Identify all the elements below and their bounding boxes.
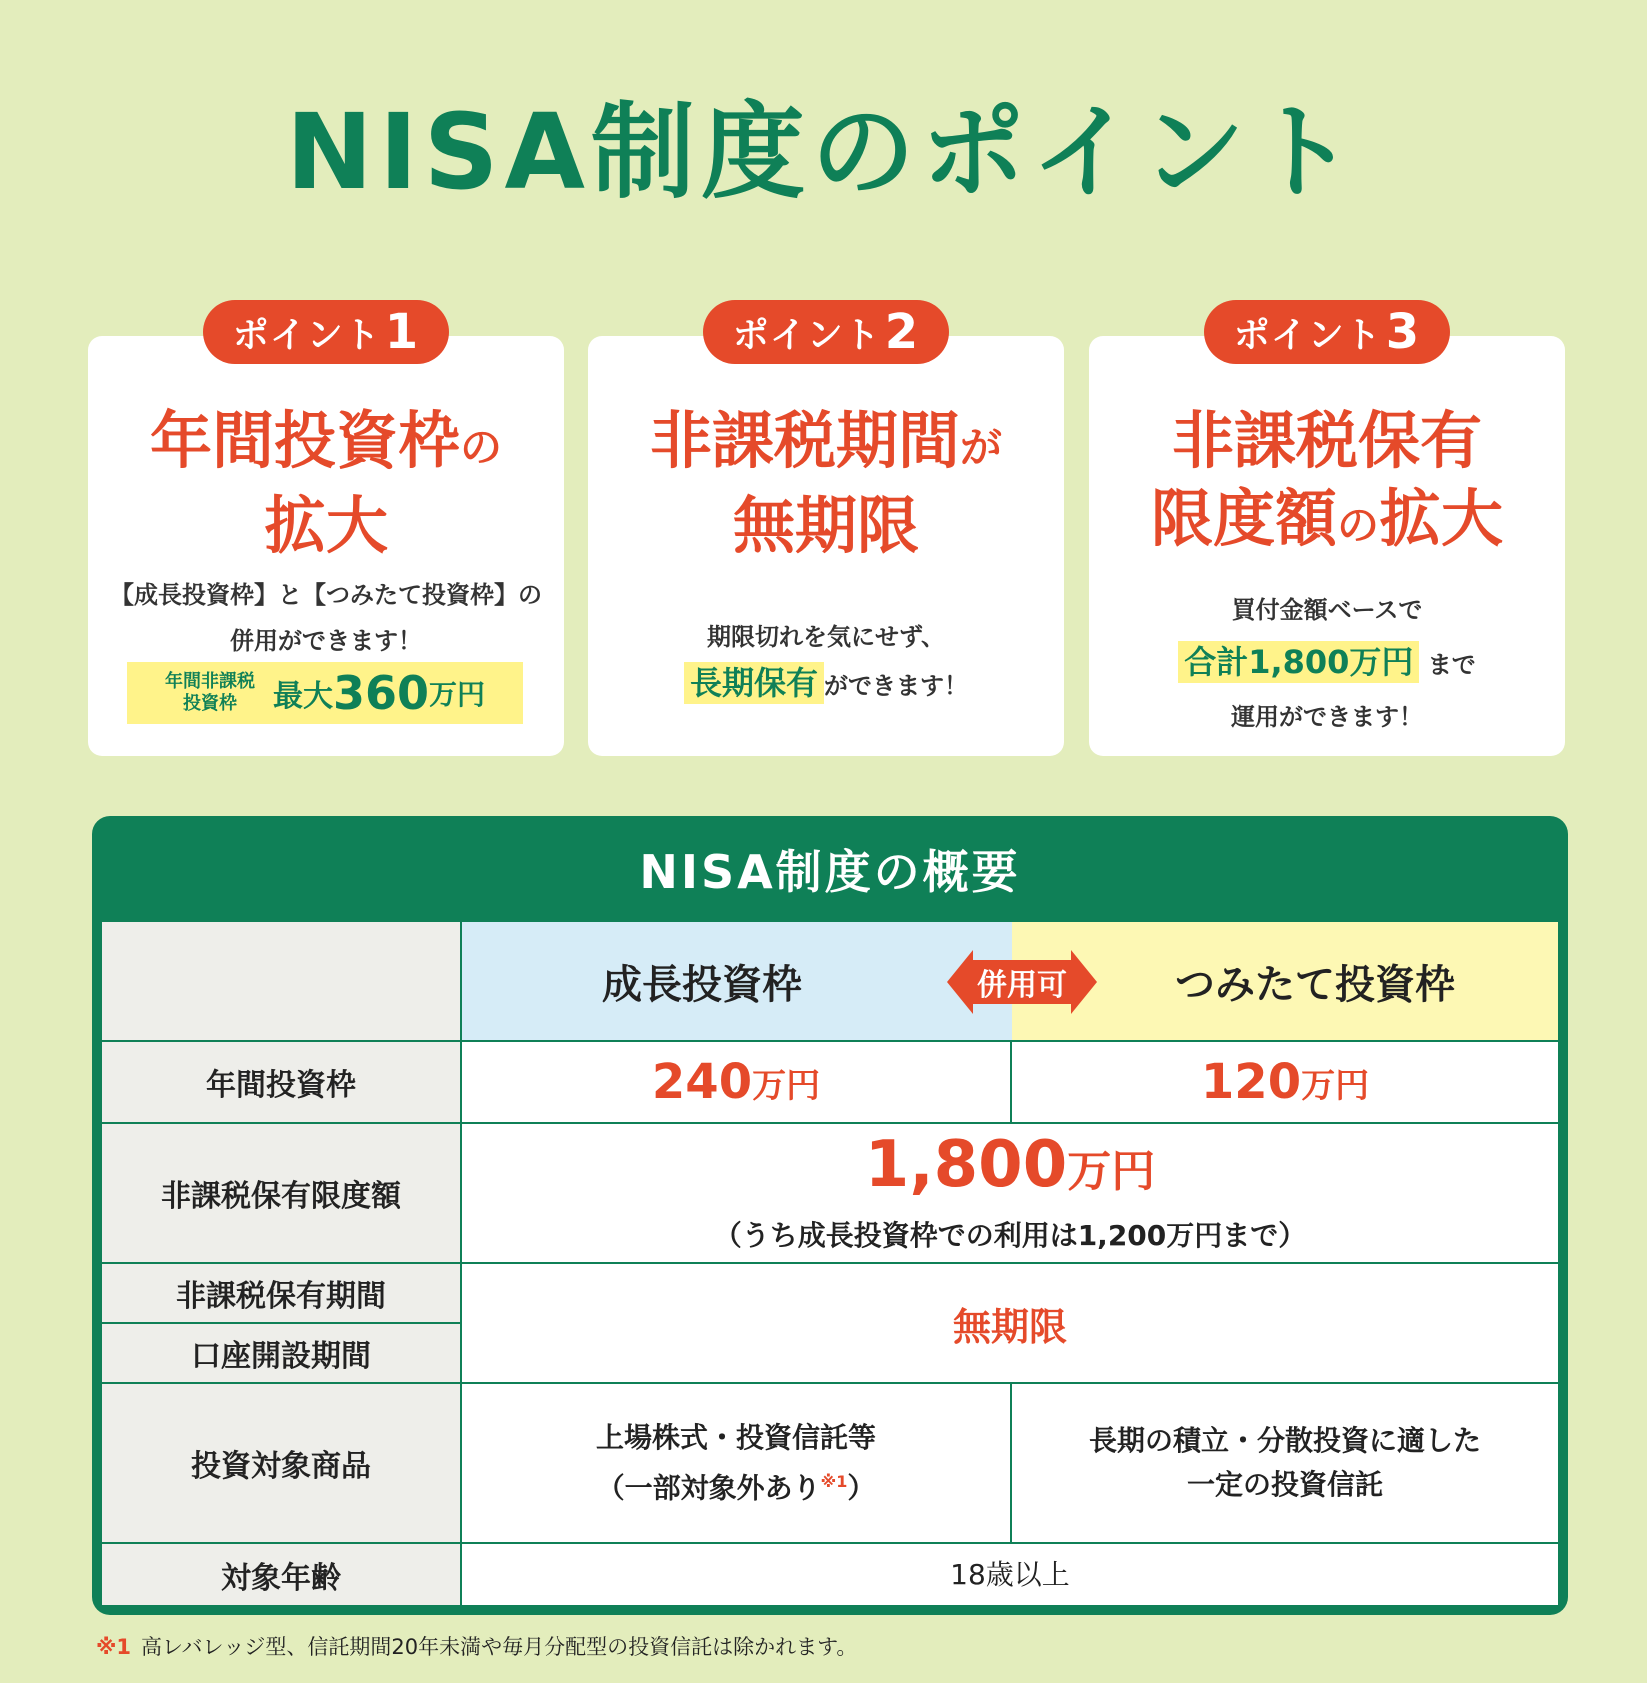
quota-label: 年間非課税 (164, 671, 255, 692)
header-growth: 成長投資枠 (462, 922, 1012, 1042)
row-label-products: 投資対象商品 (102, 1384, 462, 1544)
header-empty-cell (102, 922, 462, 1042)
row-label-annual: 年間投資枠 (102, 1042, 462, 1124)
page-title: NISA制度のポイント (285, 91, 1362, 213)
highlight-total: 合計1,800万円 (1178, 641, 1419, 683)
point-card-1 (88, 336, 564, 756)
row-label-open: 口座開設期間 (102, 1324, 462, 1384)
footnote-mark: ※1 (820, 1471, 848, 1491)
period-value: 無期限 (462, 1264, 1558, 1384)
highlight-long-term: 長期保有 (684, 662, 824, 704)
footnote-text: 高レバレッジ型、信託期間20年未満や毎月分配型の投資信託は除かれます。 (141, 1635, 858, 1659)
overview-panel (92, 816, 1568, 1615)
footnote (96, 1631, 857, 1661)
point-2-text: 期限切れを気にせず、 長期保有 ができます！ (588, 614, 1064, 709)
combined-label: 併用可 (977, 968, 1067, 1003)
combined-badge (947, 950, 1097, 1014)
row-label-period: 非課税保有期間 (102, 1264, 462, 1324)
products-tsumitate-value: 長期の積立・分散投資に適した 一定の投資信託 (1012, 1384, 1558, 1544)
point-badge-2: ポイント 2 (703, 300, 949, 364)
point-card-3 (1089, 336, 1565, 756)
quota-label: 投資枠 (182, 693, 237, 714)
point-card-2 (588, 336, 1064, 756)
point-3-heading: 非課税保有 限度額の拡大 (1150, 404, 1504, 555)
quota-unit: 万円 (429, 678, 486, 711)
age-value: 18歳以上 (950, 1557, 1070, 1591)
row-label-limit: 非課税保有限度額 (102, 1124, 462, 1264)
overview-title: NISA制度の概要 (639, 845, 1021, 899)
footnote-mark: ※1 (96, 1635, 132, 1659)
point-3-text: 買付金額ベースで 合計1,800万円 まで 運用ができます！ (1089, 584, 1565, 743)
products-growth-value: 上場株式・投資信託等 （一部対象外あり$^{※1}$） (462, 1384, 1012, 1544)
header-tsumitate: つみたて投資枠 (1012, 922, 1558, 1042)
limit-value: 1,800万円 （うち成長投資枠での利用は1,200万円まで） (462, 1124, 1558, 1264)
point-badge-3: ポイント 3 (1204, 300, 1450, 364)
point-2-heading: 非課税期間が 無期限 (649, 404, 1003, 562)
annual-tsumitate-value: 120 万円 (1012, 1042, 1558, 1124)
point-1-text: 【成長投資枠】と【つみたて投資枠】の 併用ができます！ (110, 581, 542, 655)
point-badge-1: ポイント 1 (203, 300, 449, 364)
quota-max: 最大 (272, 679, 333, 714)
point-1-quota-box (127, 662, 523, 724)
row-label-age: 対象年齢 (102, 1544, 462, 1605)
quota-number: 360 (332, 666, 429, 720)
limit-note: （うち成長投資枠での利用は1,200万円まで） (713, 1219, 1307, 1252)
point-1-heading: 年間投資枠の 拡大 (149, 404, 503, 562)
overview-table (102, 922, 1558, 1605)
annual-growth-value: 240 万円 (462, 1042, 1012, 1124)
